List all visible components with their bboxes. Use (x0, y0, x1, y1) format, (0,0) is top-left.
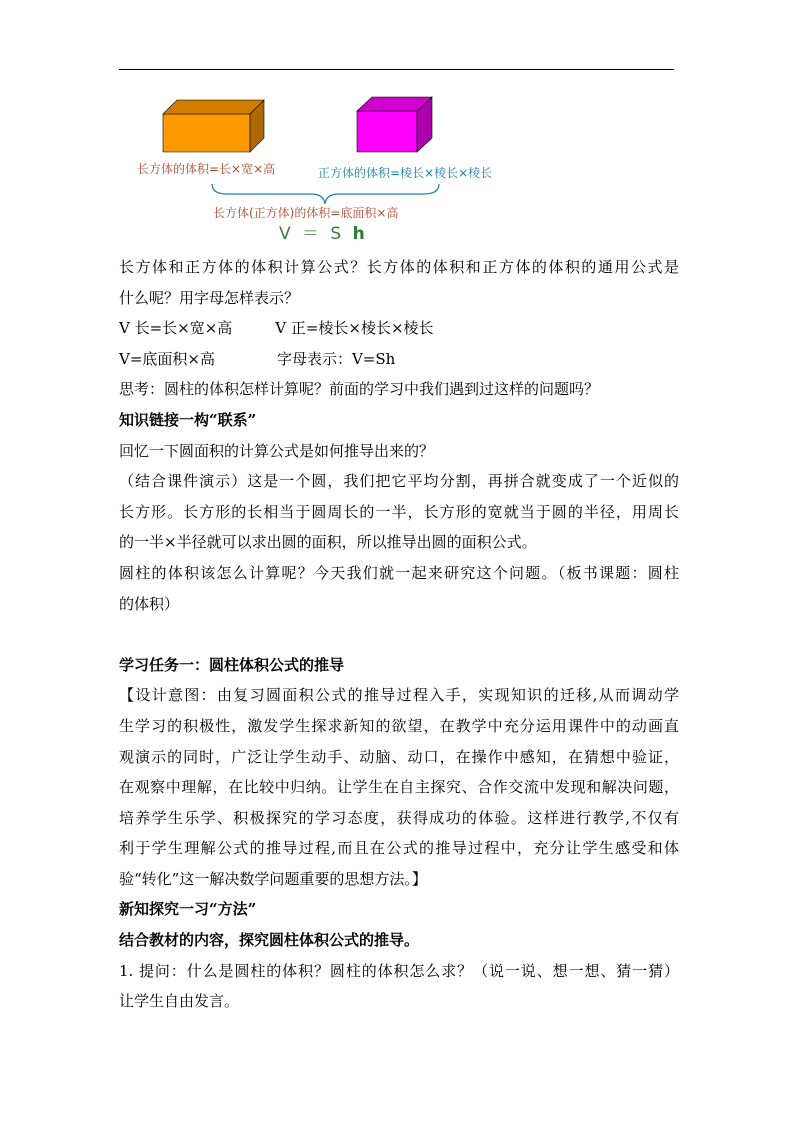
volume-figure (119, 88, 674, 248)
cuboid-shape (163, 100, 264, 152)
section-subheading: 结合教材的内容，探究圆柱体积公式的推导。 (119, 931, 420, 950)
paragraph: 让学生自由发言。 (119, 992, 240, 1011)
blank-line (119, 619, 679, 650)
paragraph: 【设计意图：由复习圆面积公式的推导过程入手，实现知识的迁移,从而调动学 (119, 686, 679, 705)
formula-v-sh (279, 219, 368, 244)
formula-h: h (352, 224, 368, 244)
paragraph: 生学习的积极性，激发学生探求新知的欲望，在教学中充分运用课件中的动画直 (119, 716, 679, 735)
section-heading: 新知探究一习“方法” (119, 900, 257, 919)
paragraph: 在观察中理解，在比较中归纳。让学生在自主探究、合作交流中发现和解决问题， (119, 778, 679, 797)
paragraph: 的一半×半径就可以求出圆的面积，所以推导出圆的面积公式。 (119, 533, 537, 552)
paragraph: 利于学生理解公式的推导过程,而且在公式的推导过程中，充分让学生感受和体 (119, 839, 679, 858)
paragraph: 长方体和正方体的体积计算公式？长方体的体积和正方体的体积的通用公式是 (119, 258, 679, 276)
paragraph: 回忆一下圆面积的计算公式是如何推导出来的？ (119, 441, 435, 460)
curly-brace (212, 184, 439, 204)
paragraph: 1. 提问：什么是圆柱的体积？圆柱的体积怎么求？（说一说、想一想、猜一猜） (119, 961, 679, 980)
paragraph: 什么呢？用字母怎样表示？ (119, 288, 300, 307)
section-heading: 学习任务一：圆柱体积公式的推导 (119, 655, 345, 674)
header-rule (119, 69, 674, 70)
paragraph: （结合课件演示）这是一个圆，我们把它平均分割，再拼合就变成了一个近似的 (119, 472, 679, 491)
formula-vs: V ＝ S (279, 224, 353, 244)
cube-shape (357, 97, 432, 152)
paragraph: 观演示的同时，广泛让学生动手、动脑、动口，在操作中感知，在猜想中验证， (119, 747, 679, 766)
paragraph: 思考：圆柱的体积怎样计算呢？前面的学习中我们遇到过这样的问题吗？ (119, 380, 600, 399)
cube-volume-label: 正方体的体积=棱长×棱长×棱长 (318, 166, 493, 180)
general-volume-label: 长方体(正方体)的体积=底面积×高 (213, 206, 399, 220)
document-body (119, 252, 679, 1017)
paragraph: V=底面积×高 字母表示：V=Sh (119, 349, 396, 368)
paragraph: 培养学生乐学、积极探究的学习态度，获得成功的体验。这样进行教学,不仅有 (119, 808, 679, 827)
paragraph: 长方形。长方形的长相当于圆周长的一半，长方形的宽就当于圆的半径，用周长 (119, 502, 679, 521)
cuboid-volume-label: 长方体的体积=长×宽×高 (137, 162, 276, 176)
paragraph: 的体积） (119, 594, 180, 613)
paragraph: 验“转化”这一解决数学问题重要的思想方法。】 (119, 869, 427, 888)
section-heading: 知识链接一构“联系” (119, 410, 257, 429)
paragraph: 圆柱的体积该怎么计算呢？今天我们就一起来研究这个问题。（板书课题：圆柱 (119, 563, 679, 582)
paragraph: V 长=长×宽×高 V 正=棱长×棱长×棱长 (119, 319, 434, 338)
